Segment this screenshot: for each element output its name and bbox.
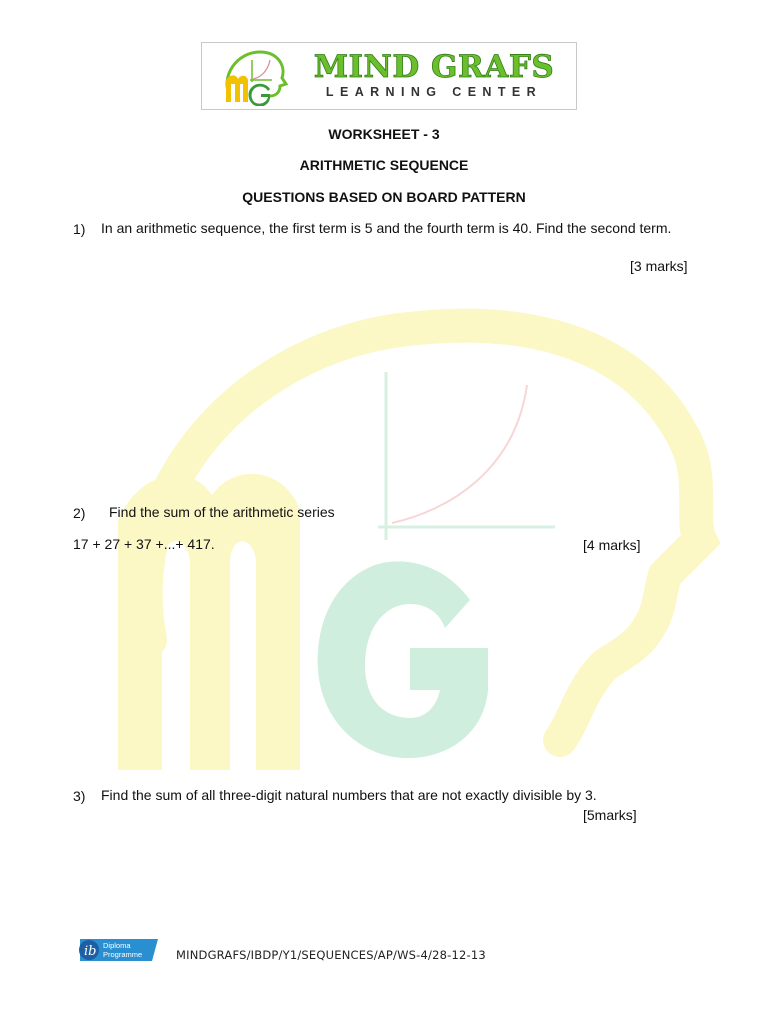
- question-1-number: 1): [73, 221, 86, 237]
- section-title: QUESTIONS BASED ON BOARD PATTERN: [242, 189, 526, 205]
- question-3-number: 3): [73, 788, 86, 804]
- badge-line-1: Diploma: [103, 941, 131, 950]
- question-1-marks: [3 marks]: [630, 258, 688, 274]
- topic-title: ARITHMETIC SEQUENCE: [299, 157, 469, 173]
- worksheet-title: WORKSHEET - 3: [328, 126, 440, 142]
- question-1-text: In an arithmetic sequence, the first term is 5 and the fourth term is 40. Find the second term.: [101, 220, 672, 236]
- svg-text:ib: ib: [84, 944, 97, 959]
- question-2-text: Find the sum of the arithmetic series: [109, 504, 335, 520]
- question-3-text: Find the sum of all three-digit natural numbers that are not exactly divisible by 3.: [101, 787, 597, 803]
- document-code: MINDGRAFS/IBDP/Y1/SEQUENCES/AP/WS-4/28-12-13: [176, 948, 486, 962]
- mg-logo-icon: [212, 46, 292, 106]
- header-logo-box: [201, 42, 577, 110]
- question-2-marks: [4 marks]: [583, 537, 641, 553]
- badge-line-2: Programme: [103, 950, 143, 959]
- question-2-number: 2): [73, 505, 86, 521]
- ib-diploma-badge: [76, 937, 160, 963]
- brand-subtitle: LEARNING CENTER: [325, 85, 543, 99]
- question-2-expression: 17 + 27 + 37 +...+ 417.: [73, 536, 215, 552]
- question-3-marks: [5marks]: [583, 807, 637, 823]
- brand-name: MIND GRAFS: [313, 49, 555, 85]
